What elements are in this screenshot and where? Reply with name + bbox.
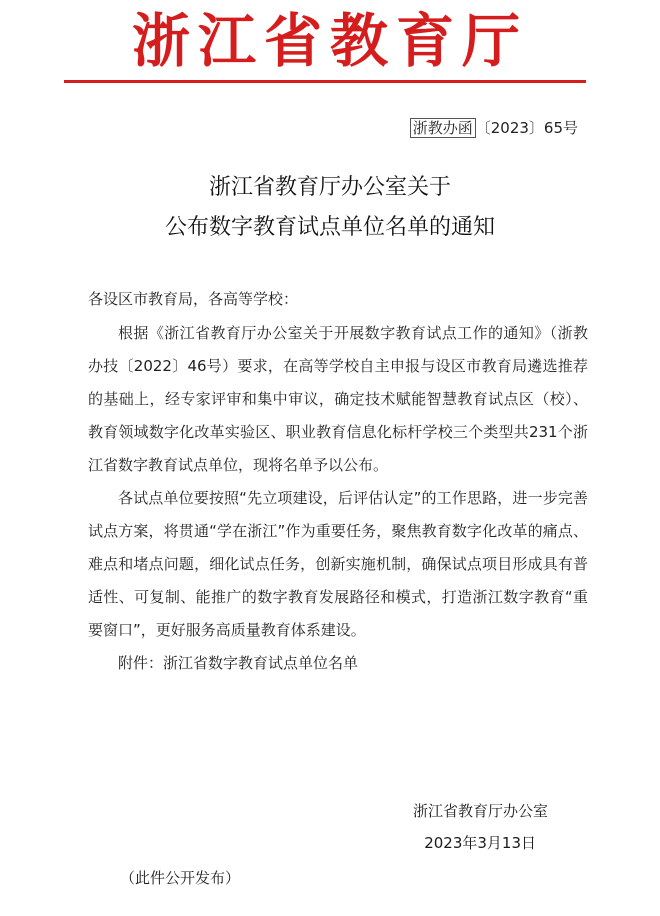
letterhead-title: 浙江省教育厅 — [131, 7, 528, 75]
paragraph-2: 各试点单位要按照“先立项建设，后评估认定”的工作思路，进一步完善试点方案，将贯通“学在浙江”作为重要任务，聚焦教育数字化改革的痛点、难点和堵点问题，细化试点任务，创新实施机制，确保试点项目形成具有普适性、可复制、能推广的数字教育发展路径和模式，打造浙江数字教育“重要窗口”，更好服务高质量教育体系建设。 — [88, 489, 588, 639]
letterhead-red-rule — [64, 80, 586, 83]
title-line-1: 浙江省教育厅办公室关于 — [208, 175, 451, 200]
document-number-year: 〔2023〕65号 — [475, 119, 578, 137]
paragraph-1: 根据《浙江省教育厅办公室关于开展数字教育试点工作的通知》（浙教办技〔2022〕46号）要求，在高等学校自主申报与设区市教育局遴选推荐的基础上，经专家评审和集中审议，确定技术赋能智慧教育试点区（校）、教育领域数字化改革实验区、职业教育信息化标杆学校三个类型共231个浙江省数字教育试点单位，现将名单予以公布。 — [88, 324, 588, 474]
addressee: 各设区市教育局，各高等学校： — [88, 290, 299, 308]
document-title — [0, 168, 660, 248]
attachment-line: 附件：浙江省数字教育试点单位名单 — [118, 654, 359, 672]
document-number-prefix: 浙教办函 — [410, 118, 476, 138]
publish-note: （此件公开发布） — [120, 869, 241, 887]
title-line-2: 公布数字教育试点单位名单的通知 — [164, 215, 495, 240]
document-number — [410, 116, 578, 140]
issuer-name: 浙江省教育厅办公室 — [412, 802, 548, 820]
issue-date: 2023年3月13日 — [424, 834, 536, 852]
document-body — [88, 283, 588, 680]
